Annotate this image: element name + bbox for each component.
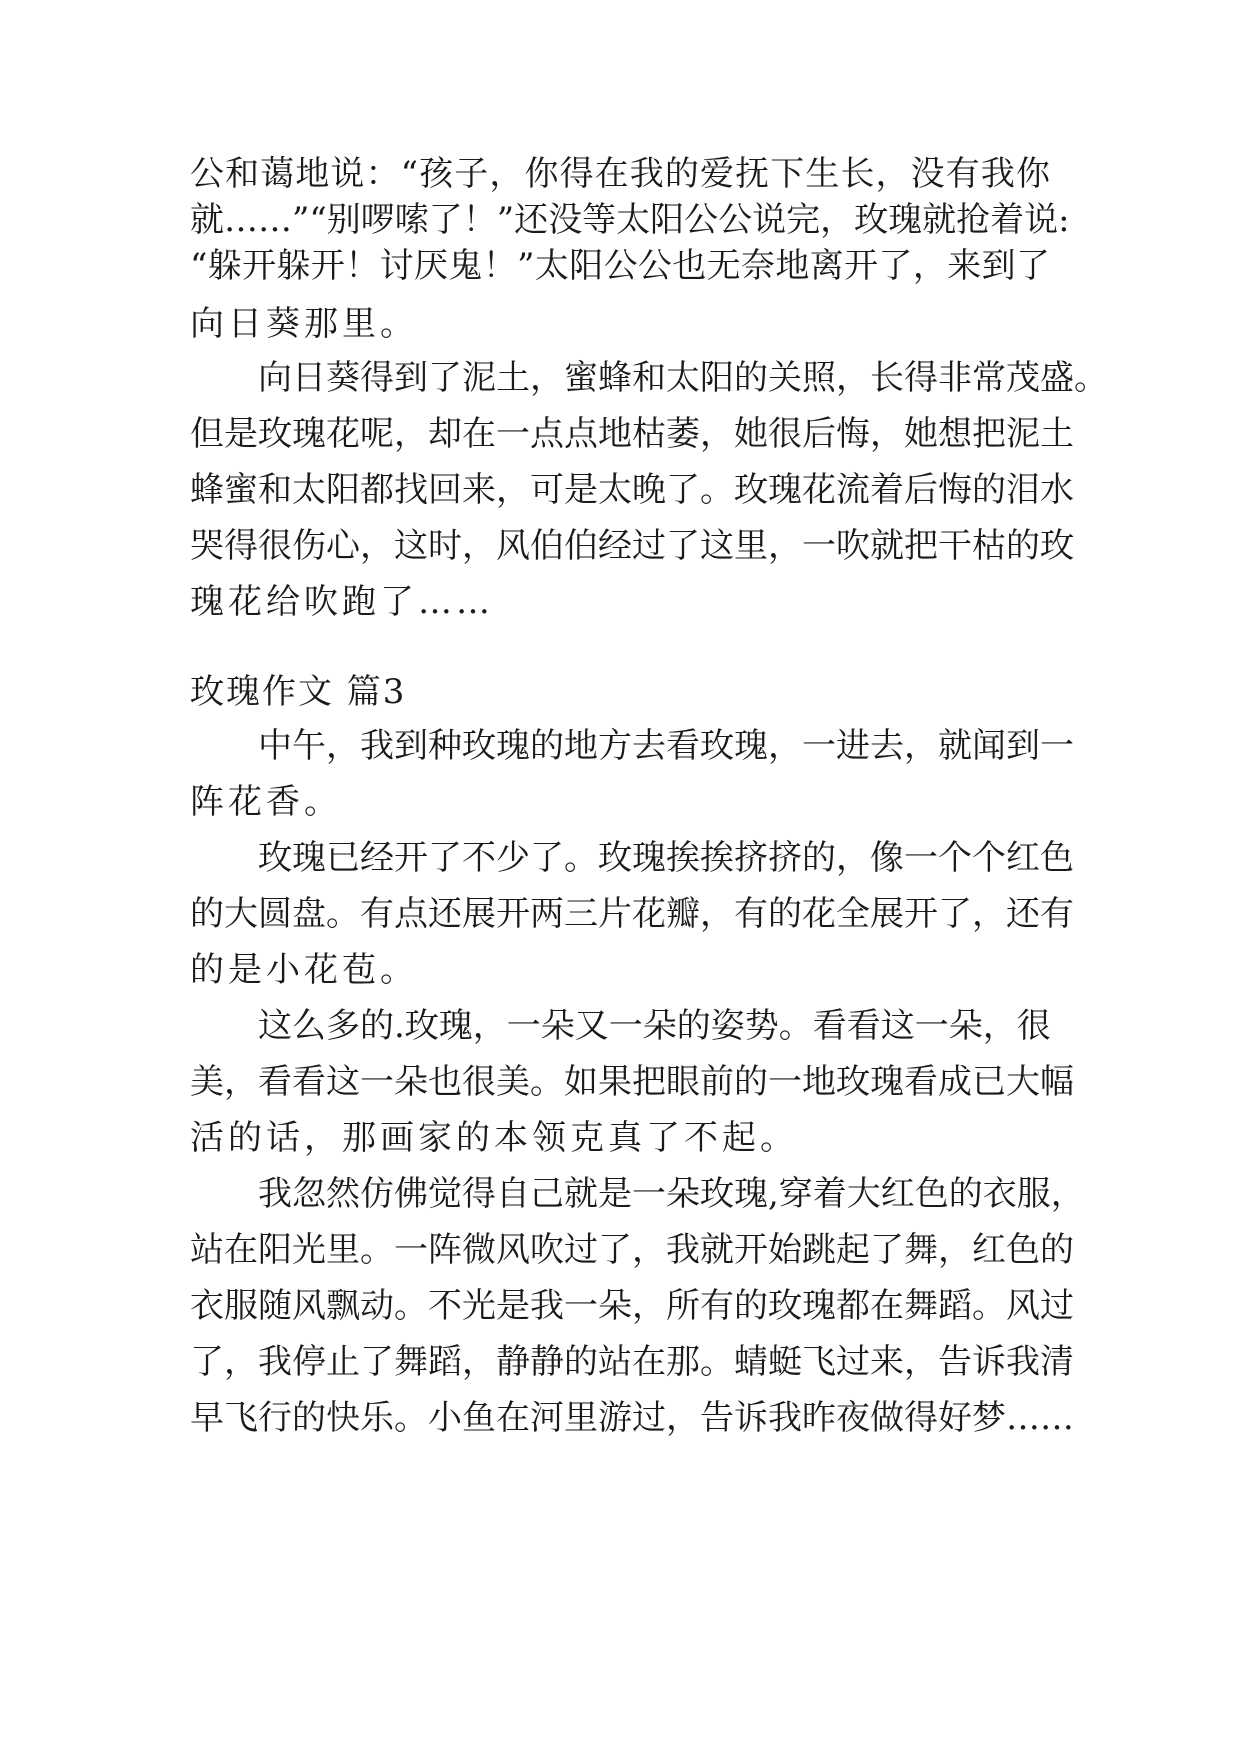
text-line: 阵花香。 [190,782,342,822]
text-line: 站在阳光里。一阵微风吹过了，我就开始跳起了舞，红色的 [190,1230,1074,1270]
section-heading: 玫瑰作文 篇3 [190,672,407,712]
text-line: 早飞行的快乐。小鱼在河里游过，告诉我昨夜做得好梦…… [190,1398,1074,1438]
text-line: 美，看看这一朵也很美。如果把眼前的一地玫瑰看成已大幅 [190,1062,1074,1102]
text-line: 活的话，那画家的本领克真了不起。 [190,1118,798,1158]
text-line: 但是玫瑰花呢，却在一点点地枯萎，她很后悔，她想把泥土 [190,414,1074,454]
text-line: 了，我停止了舞蹈，静静的站在那。蜻蜓飞过来，告诉我清 [190,1342,1074,1382]
text-line: 就……”“别啰嗦了！”还没等太阳公公说完，玫瑰就抢着说: [190,200,1070,240]
paragraph-first-line: 我忽然仿佛觉得自己就是一朵玫瑰,穿着大红色的衣服， [258,1174,1085,1214]
text-line: “躲开躲开！讨厌鬼！”太阳公公也无奈地离开了，来到了 [190,246,1050,286]
paragraph-first-line: 向日葵得到了泥土，蜜蜂和太阳的关照，长得非常茂盛。 [258,358,1108,398]
text-line: 的是小花苞。 [190,950,418,990]
text-line: 哭得很伤心，这时，风伯伯经过了这里，一吹就把干枯的玫 [190,526,1074,566]
text-line: 衣服随风飘动。不光是我一朵，所有的玫瑰都在舞蹈。风过 [190,1286,1074,1326]
text-line: 的大圆盘。有点还展开两三片花瓣，有的花全展开了，还有 [190,894,1074,934]
paragraph-first-line: 这么多的.玫瑰，一朵又一朵的姿势。看看这一朵，很 [258,1006,1051,1046]
text-line: 瑰花给吹跑了…… [190,582,494,622]
text-line: 公和蔼地说：“孩子，你得在我的爱抚下生长，没有我你 [190,154,1050,194]
paragraph-first-line: 玫瑰已经开了不少了。玫瑰挨挨挤挤的，像一个个红色 [258,838,1074,878]
text-line: 向日葵那里。 [190,304,418,344]
paragraph-first-line: 中午，我到种玫瑰的地方去看玫瑰，一进去，就闻到一 [258,726,1074,766]
text-line: 蜂蜜和太阳都找回来，可是太晚了。玫瑰花流着后悔的泪水 [190,470,1074,510]
